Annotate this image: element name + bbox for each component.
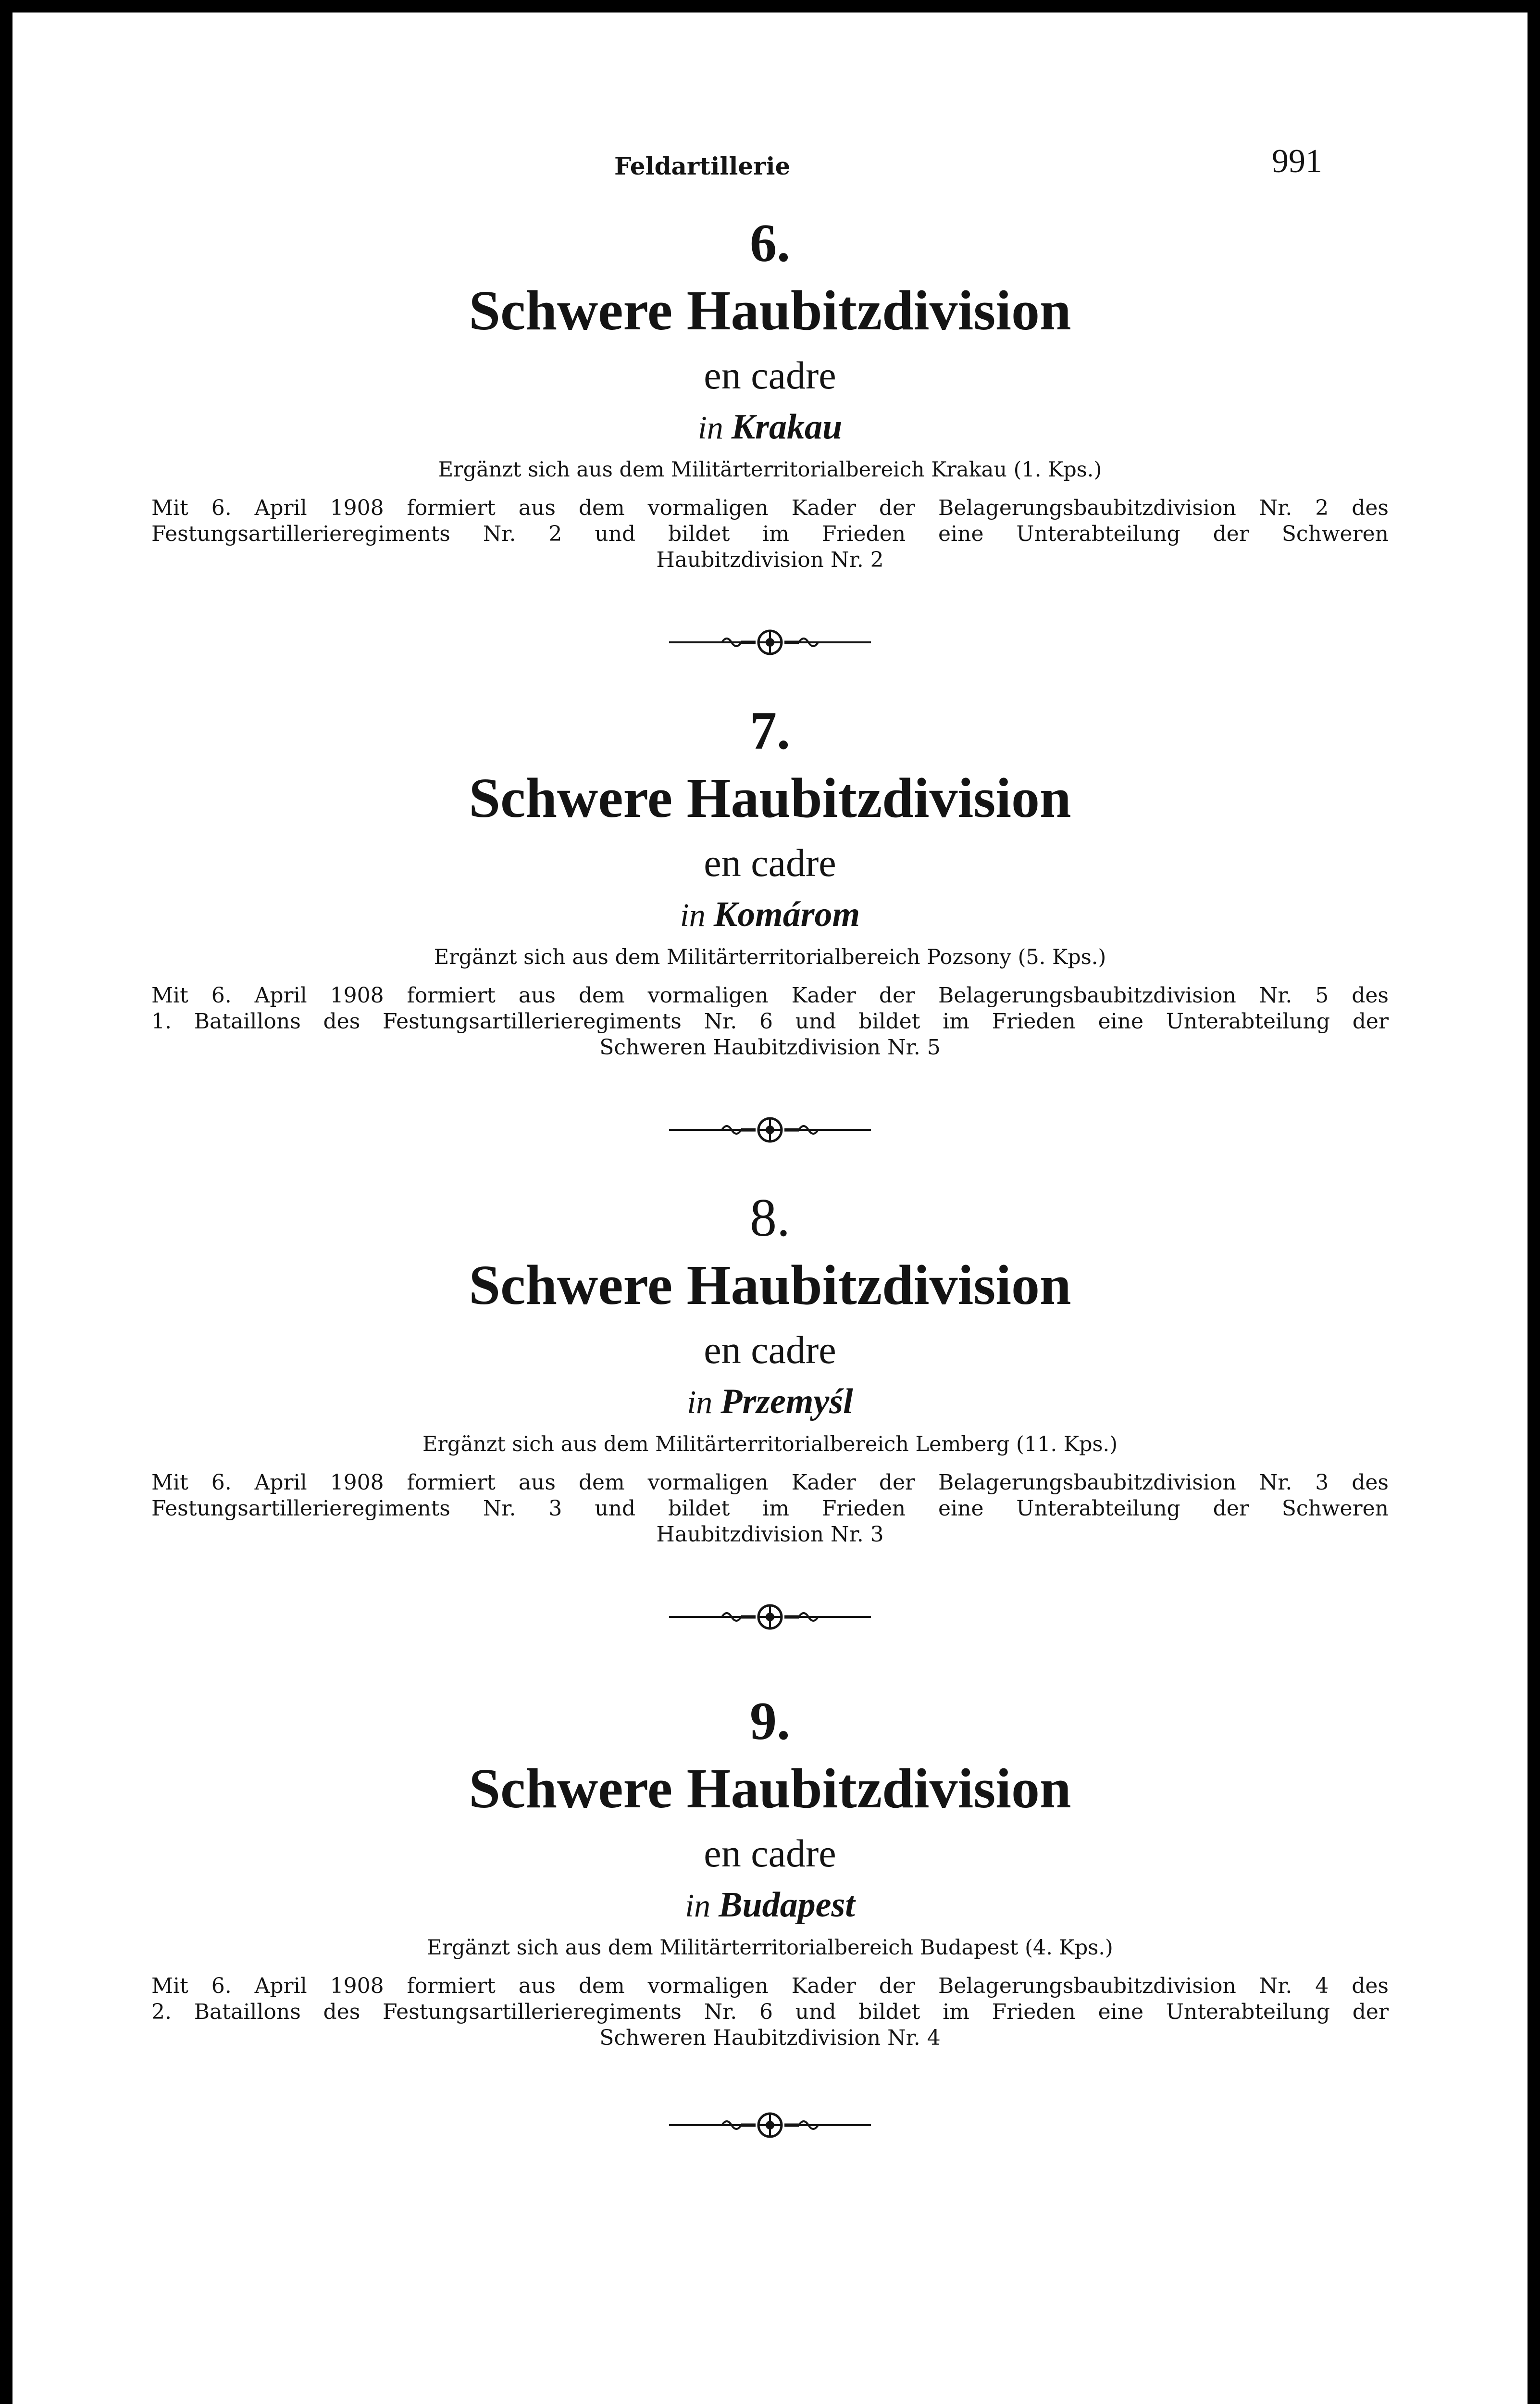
- garrison-line: [12, 403, 1528, 453]
- garrison-line: [12, 890, 1528, 940]
- paragraph-line: Festungsartillerieregiments Nr. 3 und bildet im Frieden eine Unterabteilung der Schweren: [151, 1496, 1389, 1521]
- ornament-divider: [669, 1603, 871, 1631]
- ornament-divider: [669, 628, 871, 657]
- garrison-place: Przemyśl: [720, 1382, 853, 1421]
- garrison-line: [12, 1881, 1528, 1931]
- page-header: [12, 142, 1528, 195]
- paragraph-line: Mit 6. April 1908 formiert aus dem vormaligen Kader der Belagerungsbaubitzdivision Nr. 4 des: [151, 1974, 1389, 1998]
- paragraph-line: Haubitzdivision Nr. 2: [656, 548, 884, 572]
- section-title: Schwere Haubitzdivision: [469, 1253, 1071, 1316]
- paragraph-line: 1. Bataillons des Festungsartillerieregiments Nr. 6 und bildet im Frieden eine Unterabteilung der: [151, 1009, 1389, 1034]
- section-number: 8.: [750, 1188, 790, 1248]
- section-8: [12, 1184, 1528, 1665]
- section-subtitle: en cadre: [704, 353, 836, 397]
- section-number: 9.: [750, 1691, 790, 1751]
- paragraph-line: Mit 6. April 1908 formiert aus dem vormaligen Kader der Belagerungsbaubitzdivision Nr. 3 des: [151, 1470, 1389, 1495]
- garrison-line: [12, 1377, 1528, 1427]
- section-9: [12, 1688, 1528, 2168]
- ornament-divider: [669, 2111, 871, 2140]
- section-title: Schwere Haubitzdivision: [469, 766, 1071, 829]
- paragraph-line: Mit 6. April 1908 formiert aus dem vormaligen Kader der Belagerungsbaubitzdivision Nr. 2 des: [151, 496, 1389, 520]
- section-subtitle: en cadre: [704, 1831, 836, 1875]
- history-paragraph: [151, 495, 1389, 573]
- paragraph-line: Schweren Haubitzdivision Nr. 5: [599, 1035, 941, 1060]
- paragraph-line: Haubitzdivision Nr. 3: [656, 1522, 884, 1547]
- supply-district: Ergänzt sich aus dem Militärterritorialbereich Pozsony (5. Kps.): [434, 945, 1106, 969]
- garrison-place: Budapest: [719, 1885, 855, 1925]
- garrison-place: Komárom: [713, 895, 860, 934]
- section-title: Schwere Haubitzdivision: [469, 1757, 1071, 1820]
- place-prefix: in: [680, 897, 706, 933]
- section-subtitle: en cadre: [704, 841, 836, 885]
- place-prefix: in: [687, 1384, 713, 1420]
- paragraph-line: 2. Bataillons des Festungsartillerieregiments Nr. 6 und bildet im Frieden eine Unterabteilung der: [151, 2000, 1389, 2024]
- section-title: Schwere Haubitzdivision: [469, 279, 1071, 342]
- section-6: [12, 210, 1528, 690]
- supply-district: Ergänzt sich aus dem Militärterritorialbereich Budapest (4. Kps.): [427, 1936, 1113, 1960]
- place-prefix: in: [685, 1887, 711, 1924]
- supply-district: Ergänzt sich aus dem Militärterritorialbereich Krakau (1. Kps.): [438, 458, 1102, 482]
- paragraph-line: Schweren Haubitzdivision Nr. 4: [599, 2026, 941, 2050]
- paragraph-line: Festungsartillerieregiments Nr. 2 und bildet im Frieden eine Unterabteilung der Schweren: [151, 522, 1389, 546]
- section-7: [12, 697, 1528, 1178]
- place-prefix: in: [697, 409, 723, 446]
- history-paragraph: [151, 983, 1389, 1061]
- section-number: 7.: [750, 701, 790, 761]
- ornament-divider: [669, 1115, 871, 1144]
- history-paragraph: [151, 1470, 1389, 1548]
- garrison-place: Krakau: [731, 407, 843, 447]
- section-number: 6.: [750, 213, 790, 273]
- section-subtitle: en cadre: [704, 1328, 836, 1372]
- supply-district: Ergänzt sich aus dem Militärterritorialbereich Lemberg (11. Kps.): [422, 1432, 1118, 1456]
- history-paragraph: [151, 1973, 1389, 2051]
- running-head: Feldartillerie: [614, 152, 791, 180]
- paragraph-line: Mit 6. April 1908 formiert aus dem vormaligen Kader der Belagerungsbaubitzdivision Nr. 5 des: [151, 983, 1389, 1008]
- book-page: [12, 13, 1528, 2404]
- page-number: 991: [1272, 143, 1322, 180]
